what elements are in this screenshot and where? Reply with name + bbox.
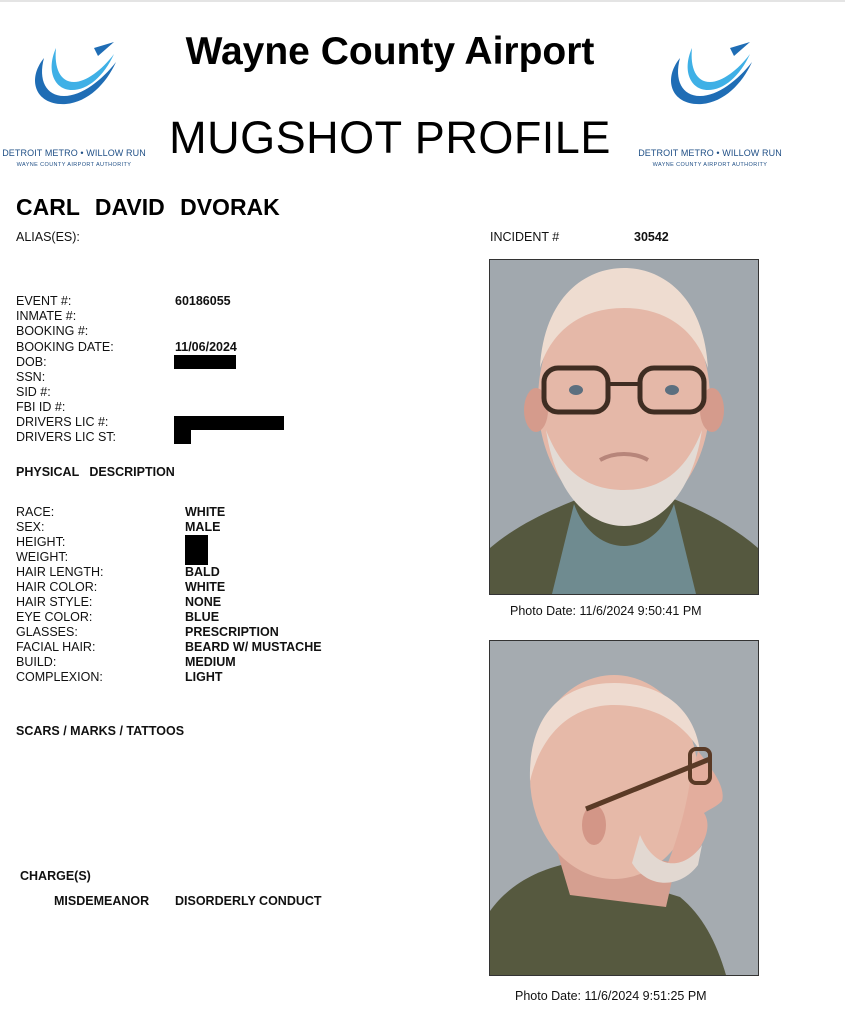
logo-line-2: WAYNE COUNTY AIRPORT AUTHORITY	[652, 162, 768, 168]
field-label: HAIR COLOR:	[16, 580, 98, 594]
field-label: INMATE #:	[16, 309, 77, 323]
eye-color-value: BLUE	[185, 610, 220, 624]
build-value: MEDIUM	[185, 655, 236, 669]
logo-line-1: DETROIT METRO • WILLOW RUN	[2, 148, 146, 158]
redaction-drivers-lic	[174, 416, 284, 430]
booking-date: 11/06/2024	[175, 340, 237, 354]
incident-label: INCIDENT #	[490, 230, 560, 244]
mugshot-profile-image	[490, 641, 758, 975]
logo-line-2: WAYNE COUNTY AIRPORT AUTHORITY	[16, 162, 132, 168]
scars-marks-tattoos-heading: SCARS / MARKS / TATTOOS	[16, 724, 185, 738]
field-label: BUILD:	[16, 655, 57, 669]
field-label: SID #:	[16, 385, 51, 399]
field-label: DRIVERS LIC #:	[16, 415, 109, 429]
mugshot-profile-photo	[489, 640, 759, 976]
field-label: EYE COLOR:	[16, 610, 93, 624]
sex-value: MALE	[185, 520, 221, 534]
redaction-dob	[174, 355, 236, 369]
field-label: SSN:	[16, 370, 46, 384]
charge-description: DISORDERLY CONDUCT	[175, 894, 322, 908]
field-label: BOOKING DATE:	[16, 340, 114, 354]
field-label: DRIVERS LIC ST:	[16, 430, 117, 444]
photo-front-caption: Photo Date: 11/6/2024 9:50:41 PM	[510, 604, 702, 618]
field-label: HEIGHT:	[16, 535, 66, 549]
field-label: COMPLEXION:	[16, 670, 103, 684]
top-border	[0, 0, 845, 2]
logo-line-1: DETROIT METRO • WILLOW RUN	[638, 148, 782, 158]
glasses-value: PRESCRIPTION	[185, 625, 279, 639]
physical-description-heading: PHYSICAL DESCRIPTION	[16, 465, 175, 479]
page-subtitle: MUGSHOT PROFILE	[169, 112, 611, 163]
field-label: RACE:	[16, 505, 55, 519]
hair-length-value: BALD	[185, 565, 220, 579]
incident-number: 30542	[634, 230, 669, 244]
field-label: WEIGHT:	[16, 550, 69, 564]
hair-color-value: WHITE	[185, 580, 226, 594]
facial-hair-value: BEARD W/ MUSTACHE	[185, 640, 322, 654]
page-title: Wayne County Airport	[185, 30, 595, 73]
field-label: BOOKING #:	[16, 324, 89, 338]
redaction-height-weight	[185, 535, 208, 565]
field-label: HAIR LENGTH:	[16, 565, 104, 579]
event-number: 60186055	[175, 294, 231, 308]
hair-style-value: NONE	[185, 595, 222, 609]
field-label: DOB:	[16, 355, 47, 369]
charges-heading: CHARGE(S)	[20, 869, 91, 883]
field-label: HAIR STYLE:	[16, 595, 93, 609]
field-label: FBI ID #:	[16, 400, 66, 414]
mugshot-front-image	[490, 260, 758, 594]
mugshot-front-photo	[489, 259, 759, 595]
field-label: FACIAL HAIR:	[16, 640, 96, 654]
subject-name: CARL DAVID DVORAK	[16, 194, 280, 220]
photo-profile-caption: Photo Date: 11/6/2024 9:51:25 PM	[515, 989, 707, 1003]
redaction-drivers-lic-st	[174, 430, 191, 444]
alias-label: ALIAS(ES):	[16, 230, 80, 244]
complexion-value: LIGHT	[185, 670, 223, 684]
field-label: SEX:	[16, 520, 45, 534]
race-value: WHITE	[185, 505, 226, 519]
field-label: GLASSES:	[16, 625, 78, 639]
field-label: EVENT #:	[16, 294, 72, 308]
charge-level: MISDEMEANOR	[54, 894, 150, 908]
